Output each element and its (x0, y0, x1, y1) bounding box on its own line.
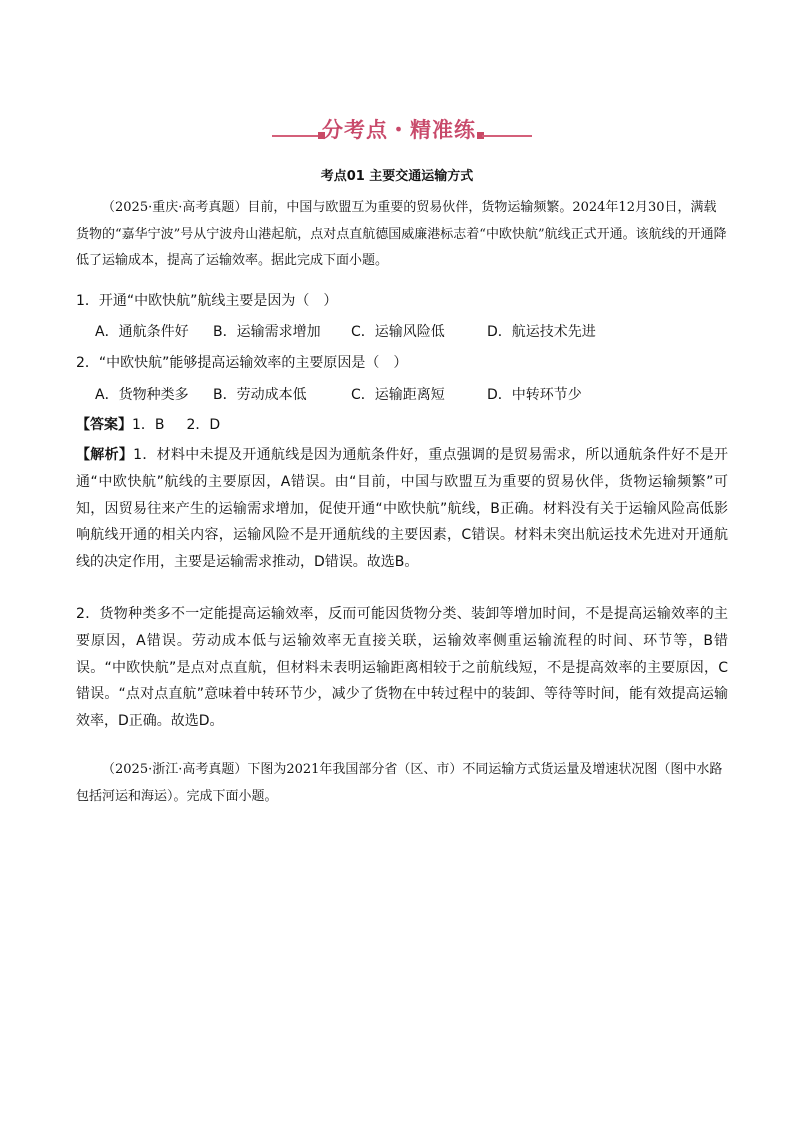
analysis-part-1 (76, 442, 728, 576)
answer-value-1: 1．B (132, 417, 165, 433)
question-1-option-b: B．运输需求增加 (213, 324, 321, 340)
question-1-option-a: A．通航条件好 (95, 324, 189, 340)
answer-line (76, 414, 220, 434)
question-2-option-c: C．运输距离短 (351, 387, 445, 403)
question-2-options (95, 384, 735, 404)
question-2-option-d: D．中转环节少 (487, 387, 582, 403)
section-title: 考点01 主要交通运输方式 (320, 169, 474, 184)
analysis-part-2: 2．货物种类多不一定能提高运输效率，反而可能因货物分类、装卸等增加时间，不是提高运输效率的主要原因，A错误。劳动成本低与运输效率无直接关联，运输效率侧重运输流程的时间、环节等，B错误。“中欧快航”是点对点直航，但材料未表明运输距离相较于之前航线短，不是提高效率的主要原因，C错误。“点对点直航”意味着中转环节少，减少了货物在中转过程中的装卸、等待等时间，能有效提高运输效率，D正确。故选D。 (76, 606, 728, 730)
analysis-tag: 【解析】 (76, 447, 134, 463)
question-2-option-b: B．劳动成本低 (213, 387, 307, 403)
analysis-part-1-text: 1．材料中未提及开通航线是因为通航条件好，重点强调的是贸易需求，所以通航条件好不是开通“中欧快航”航线的主要原因，A错误。由“目前，中国与欧盟互为重要的贸易伙伴，货物运输频繁”可知，因贸易往来产生的运输需求增加，促使开通“中欧快航”航线，B正确。材料没有关于运输风险高低影响航线开通的相关内容，运输风险不是开通航线的主要因素，C错误。材料未突出航运技术先进对开通航线的决定作用，主要是运输需求推动，D错误。故选B。 (76, 447, 729, 571)
question-1-option-d: D．航运技术先进 (487, 324, 596, 340)
header-banner (270, 112, 540, 148)
banner-decor-line-left (272, 135, 318, 137)
question-1-stem: 1．开通“中欧快航”航线主要是因为（ ） (76, 293, 338, 309)
question-1-option-c: C．运输风险低 (351, 324, 445, 340)
next-question-group-intro: （2025·浙江·高考真题）下图为2021年我国部分省（区、市）不同运输方式货运量及增速状况图（图中水路包括河运和海运）。完成下面小题。 (76, 762, 723, 804)
question-1-options (95, 321, 735, 341)
question-2-option-a: A．货物种类多 (95, 387, 189, 403)
question-group-intro: （2025·重庆·高考真题）目前，中国与欧盟互为重要的贸易伙伴，货物运输频繁。2024年12月30日，满载货物的“嘉华宁波”号从宁波舟山港起航，点对点直航德国威廉港标志着“中欧快航”航线正式开通。该航线的开通降低了运输成本，提高了运输效率。据此完成下面小题。 (76, 200, 727, 268)
banner-decor-line-right (482, 135, 532, 137)
banner-title: 分考点・精准练 (322, 118, 476, 142)
question-2-stem: 2．“中欧快航”能够提高运输效率的主要原因是（ ） (76, 355, 408, 371)
answer-tag: 【答案】 (76, 417, 132, 433)
answer-value-2: 2．D (186, 417, 221, 433)
